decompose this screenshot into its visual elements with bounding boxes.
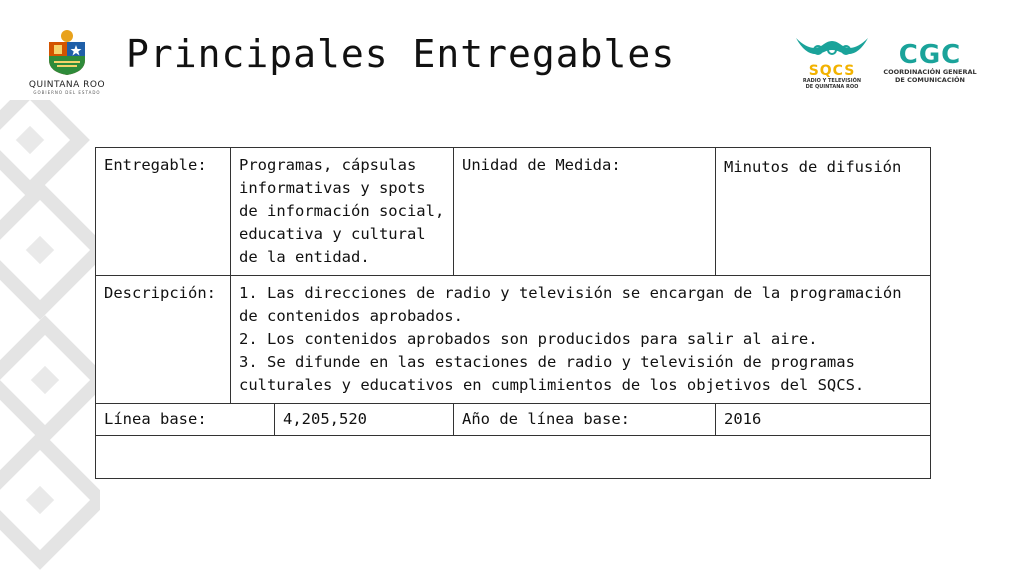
linea-base-label: Línea base: bbox=[96, 404, 275, 436]
cgc-logo-text: CGC bbox=[898, 40, 962, 70]
sqcs-emblem-icon bbox=[794, 34, 870, 60]
cgc-caption-line2: DE COMUNICACIÓN bbox=[895, 76, 965, 84]
sqcs-caption-line2: DE QUINTANA ROO bbox=[805, 84, 859, 90]
quintana-roo-logo bbox=[22, 28, 112, 98]
logo-left-caption: QUINTANA ROO bbox=[28, 80, 106, 90]
entregable-label: Entregable: bbox=[96, 148, 231, 276]
table-row bbox=[96, 276, 931, 404]
descripcion-item: 2. Los contenidos aprobados son producidos para salir al aire. bbox=[239, 330, 818, 348]
table-row bbox=[96, 436, 931, 479]
logo-left-subcaption: GOBIERNO DEL ESTADO bbox=[33, 90, 101, 95]
anio-linea-base-value: 2016 bbox=[716, 404, 931, 436]
cgc-caption-line1: COORDINACIÓN GENERAL bbox=[883, 68, 977, 76]
cgc-logo bbox=[878, 42, 982, 84]
background-pattern bbox=[0, 100, 100, 576]
anio-linea-base-label: Año de línea base: bbox=[454, 404, 716, 436]
descripcion-value bbox=[231, 276, 931, 404]
descripcion-item: 3. Se difunde en las estaciones de radio y televisión de programas culturales y educativos en cumplimientos de los objetivos del SQCS. bbox=[239, 353, 865, 394]
linea-base-value: 4,205,520 bbox=[275, 404, 454, 436]
descripcion-label: Descripción: bbox=[96, 276, 231, 404]
page-title: Principales Entregables bbox=[126, 32, 676, 76]
descripcion-item: 1. Las direcciones de radio y televisión se encargan de la programación de contenidos aprobados. bbox=[239, 284, 902, 325]
empty-cell bbox=[96, 436, 931, 479]
deliverables-table bbox=[95, 147, 931, 479]
unidad-label: Unidad de Medida: bbox=[454, 148, 716, 276]
unidad-value: Minutos de difusión bbox=[716, 148, 931, 276]
sqcs-logo-text: SQCS bbox=[808, 63, 856, 79]
coat-of-arms-icon bbox=[45, 28, 89, 76]
sqcs-caption-line1: RADIO Y TELEVISIÓN bbox=[802, 78, 862, 84]
entregable-value: Programas, cápsulas informativas y spots de información social, educativa y cultural de la entidad. bbox=[231, 148, 454, 276]
table-row bbox=[96, 404, 931, 436]
sqcs-logo bbox=[792, 34, 872, 94]
table-row bbox=[96, 148, 931, 276]
